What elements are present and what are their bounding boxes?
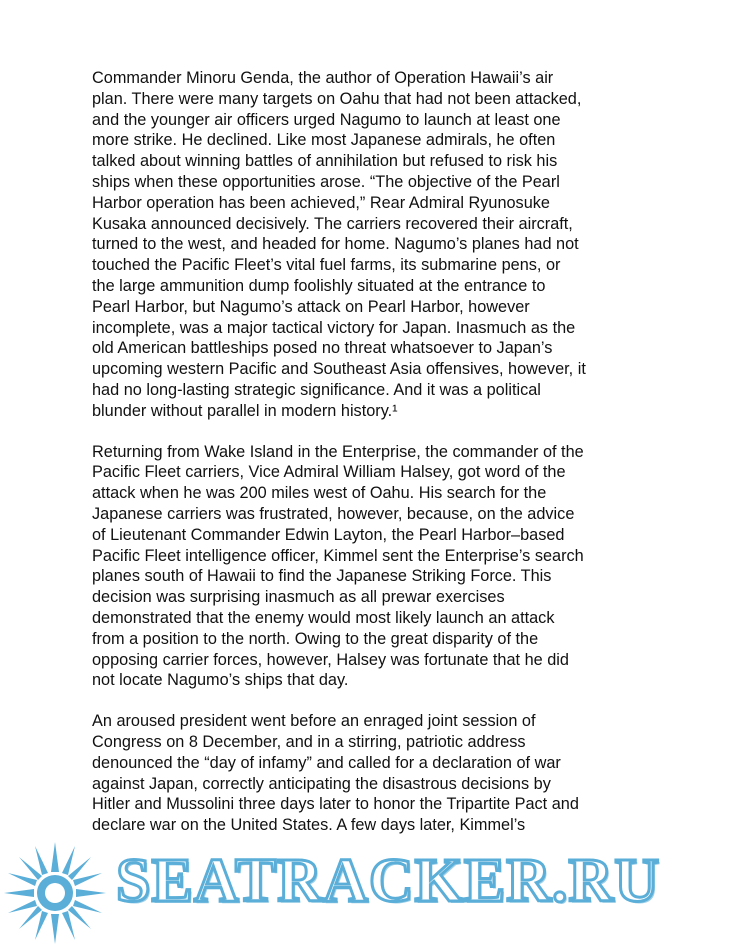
text-line: more strike. He declined. Like most Japanese admirals, he often xyxy=(92,131,556,150)
text-line: ships when these opportunities arose. “The objective of the Pearl xyxy=(92,172,560,191)
text-line: Japanese carriers was frustrated, however, because, on the advice xyxy=(92,504,575,523)
text-line: Pearl Harbor, but Nagumo’s attack on Pearl Harbor, however xyxy=(92,297,530,316)
watermark xyxy=(0,822,732,941)
text-line: opposing carrier forces, however, Halsey was fortunate that he did xyxy=(92,650,569,669)
text-line: of Lieutenant Commander Edwin Layton, the Pearl Harbor–based xyxy=(92,525,565,544)
text-line: planes south of Hawaii to find the Japanese Striking Force. This xyxy=(92,567,552,586)
text-line: the large ammunition dump foolishly situated at the entrance to xyxy=(92,276,546,295)
text-line: demonstrated that the enemy would most likely launch an attack xyxy=(92,608,555,627)
text-line: blunder without parallel in modern history.¹ xyxy=(92,401,398,420)
text-line: had no long-lasting strategic significance. And it was a political xyxy=(92,380,541,399)
text-line: incomplete, was a major tactical victory for Japan. Inasmuch as the xyxy=(92,318,576,337)
text-line: Congress on 8 December, and in a stirring, patriotic address xyxy=(92,732,526,751)
text-line: old American battleships posed no threat whatsoever to Japan’s xyxy=(92,339,553,358)
text-line: An aroused president went before an enraged joint session of xyxy=(92,712,536,731)
text-line: touched the Pacific Fleet’s vital fuel farms, its submarine pens, or xyxy=(92,256,561,275)
text-line: Hitler and Mussolini three days later to honor the Tripartite Pact and xyxy=(92,795,579,814)
text-line: attack when he was 200 miles west of Oahu. His search for the xyxy=(92,484,547,503)
text-line: upcoming western Pacific and Southeast Asia offensives, however, it xyxy=(92,360,586,379)
text-line: Returning from Wake Island in the Enterprise, the commander of the xyxy=(92,442,584,461)
sun-icon xyxy=(2,840,108,946)
text-line: turned to the west, and headed for home. Nagumo’s planes had not xyxy=(92,235,579,254)
paragraph-2 xyxy=(92,442,652,692)
text-line: plan. There were many targets on Oahu that had not been attacked, xyxy=(92,89,582,108)
text-line: from a position to the north. Owing to the great disparity of the xyxy=(92,629,539,648)
text-line: talked about winning battles of annihilation but refused to risk his xyxy=(92,152,558,171)
text-line: decision was surprising inasmuch as all prewar exercises xyxy=(92,588,505,607)
text-line: not locate Nagumo’s ships that day. xyxy=(92,671,349,690)
text-line: Commander Minoru Genda, the author of Operation Hawaii’s air xyxy=(92,69,554,87)
text-line: Harbor operation has been achieved,” Rear Admiral Ryunosuke xyxy=(92,193,550,212)
text-line: and the younger air officers urged Nagumo to launch at least one xyxy=(92,110,561,129)
page-body xyxy=(92,68,652,856)
text-line: Kusaka announced decisively. The carriers recovered their aircraft, xyxy=(92,214,573,233)
text-line: against Japan, correctly anticipating the disastrous decisions by xyxy=(92,774,551,793)
text-line: denounced the “day of infamy” and called for a declaration of war xyxy=(92,753,561,772)
text-line: declare war on the United States. A few days later, Kimmel’s xyxy=(92,816,526,835)
paragraph-3 xyxy=(92,711,652,836)
watermark-text: SEATRACKER.RU xyxy=(116,847,661,915)
paragraph-1 xyxy=(92,68,652,422)
text-line: Pacific Fleet intelligence officer, Kimmel sent the Enterprise’s search xyxy=(92,546,584,565)
text-line: Pacific Fleet carriers, Vice Admiral William Halsey, got word of the xyxy=(92,463,566,482)
